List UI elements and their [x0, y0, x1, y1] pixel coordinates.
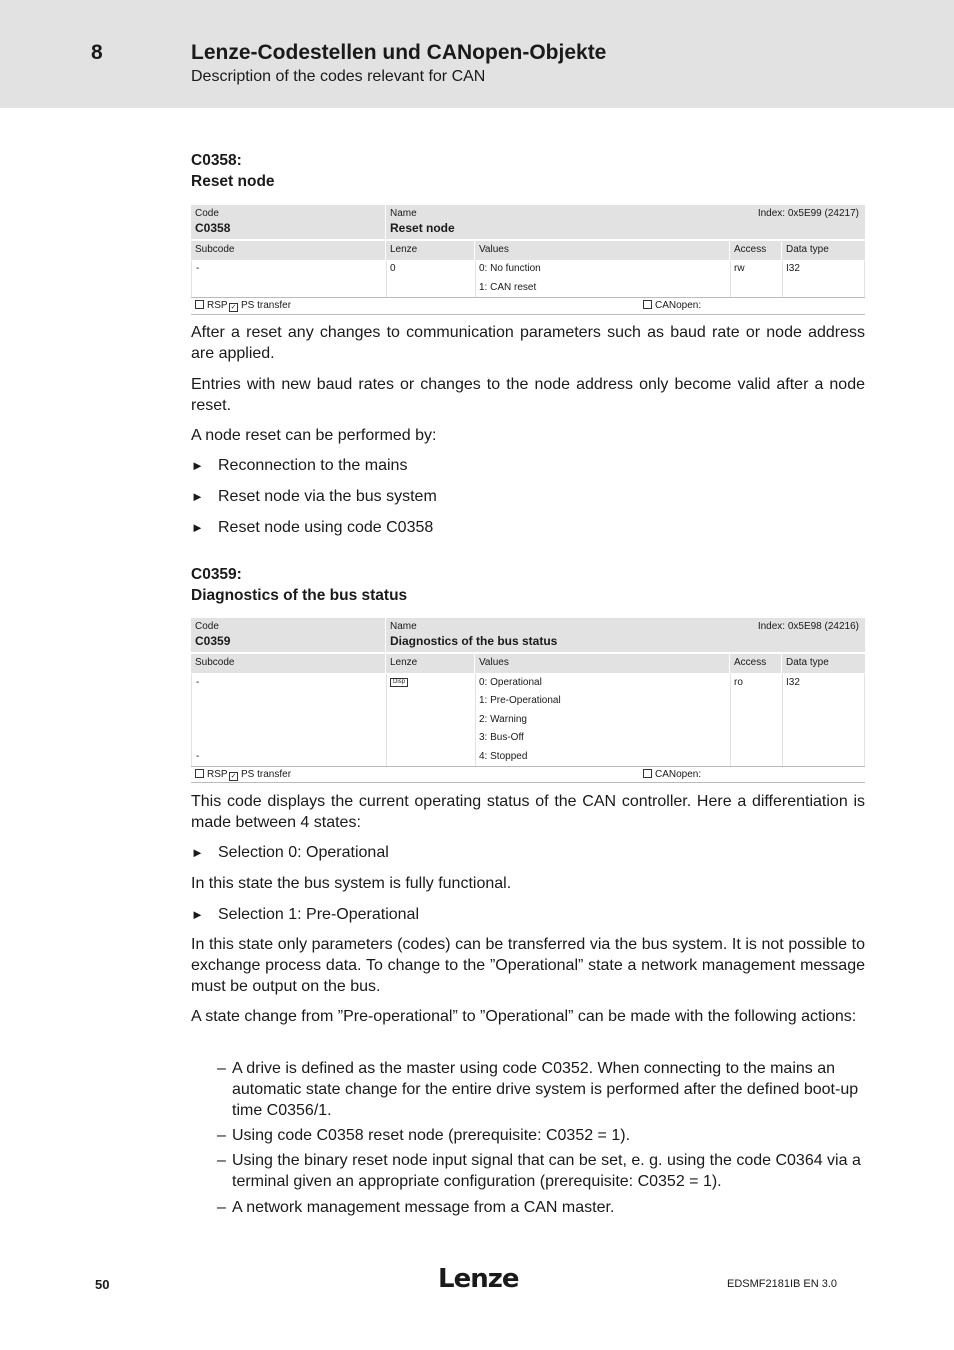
data-type-value: I32 [786, 263, 800, 274]
display-only-badge: Disp [390, 678, 408, 687]
table-bottom-line [191, 782, 865, 783]
value-item: 0: No function [479, 263, 541, 274]
dash-list-item: – A drive is defined as the master using code C0352. When connecting to the mains an automatic state change for the entire drive system is performed after the defined boot-up time C0356/1. [217, 1060, 859, 1119]
value-item: 2: Warning [479, 714, 527, 725]
page-number: 50 [95, 1277, 110, 1292]
code-value: C0358 [195, 221, 231, 235]
access-value: ro [734, 677, 743, 688]
paragraph: After a reset any changes to communication parameters such as baud rate or node address are applied. [191, 324, 865, 362]
name-value: Reset node [390, 221, 455, 235]
rsp-label: RSP [207, 300, 228, 311]
dash-marker: – [217, 1152, 226, 1169]
chapter-number: 8 [91, 41, 103, 64]
paragraph: A node reset can be performed by: [191, 427, 437, 444]
code-table-c0358 [191, 205, 865, 315]
code-cell: Code C0359 [191, 618, 385, 652]
section-code-heading: C0358: [191, 152, 242, 169]
header-data-type: Data type [782, 241, 865, 260]
dash-marker: – [217, 1060, 226, 1077]
paragraph: A state change from ”Pre-operational” to ”Operational” can be made with the following actions: [191, 1008, 857, 1025]
dash-list-item: – A network management message from a CAN master. [217, 1199, 615, 1216]
header-subcode: Subcode [191, 241, 385, 260]
header-lenze: Lenze [386, 654, 474, 673]
table-row [191, 674, 865, 766]
rsp-label: RSP [207, 769, 228, 780]
table-row [191, 261, 865, 297]
bullet-arrow-icon: ► [191, 489, 204, 504]
chapter-subtitle: Description of the codes relevant for CAN [191, 68, 486, 85]
ps-transfer-label: PS transfer [241, 769, 292, 780]
ps-transfer-label: PS transfer [241, 300, 292, 311]
lenze-logo: Lenze [438, 1264, 519, 1294]
header-access: Access [730, 654, 781, 673]
table-bottom-line [191, 314, 865, 315]
paragraph: In this state the bus system is fully functional. [191, 875, 512, 892]
list-item: ► Reconnection to the mains [191, 457, 408, 474]
table-divider [191, 766, 865, 767]
rsp-checkbox-icon [195, 769, 204, 778]
header-lenze: Lenze [386, 241, 474, 260]
canopen-checkbox-icon [643, 300, 652, 309]
data-type-value: I32 [786, 677, 800, 688]
header-values: Values [475, 654, 729, 673]
canopen-label: CANopen: [655, 769, 702, 780]
dash-marker: – [217, 1199, 226, 1216]
lenze-value: 0 [390, 263, 396, 274]
list-item: ► Reset node using code C0358 [191, 519, 434, 536]
canopen-label: CANopen: [655, 300, 702, 311]
value-item: 3: Bus-Off [479, 732, 524, 743]
list-item: ► Selection 0: Operational [191, 844, 389, 861]
header-access: Access [730, 241, 781, 260]
ps-transfer-checked-icon: ✓ [230, 773, 237, 780]
section-code-heading: C0359: [191, 566, 242, 583]
bullet-arrow-icon: ► [191, 845, 204, 860]
section-name-heading: Reset node [191, 173, 275, 190]
bullet-arrow-icon: ► [191, 520, 204, 535]
value-item: 1: CAN reset [479, 282, 537, 293]
table-divider [191, 297, 865, 298]
index-label: Index: 0x5E98 (24216) [757, 621, 859, 632]
name-cell: Name Reset node Index: 0x5E99 (24217) [386, 205, 865, 239]
header-data-type: Data type [782, 654, 865, 673]
subcode-value: - [196, 263, 200, 274]
dash-list-item: – Using code C0358 reset node (prerequisite: C0352 = 1). [217, 1127, 631, 1144]
access-value: rw [734, 263, 745, 274]
header-values: Values [475, 241, 729, 260]
index-label: Index: 0x5E99 (24217) [757, 208, 859, 219]
list-item: ► Selection 1: Pre-Operational [191, 906, 419, 923]
dash-marker: – [217, 1127, 226, 1144]
code-cell: Code C0358 [191, 205, 385, 239]
value-item: 1: Pre-Operational [479, 695, 561, 706]
paragraph: Entries with new baud rates or changes to the node address only become valid after a node reset. [191, 376, 865, 414]
name-cell: Name Diagnostics of the bus status Index: 0x5E98 (24216) [386, 618, 865, 652]
subcode-value: - [196, 677, 200, 688]
code-table-c0359 [191, 618, 865, 783]
list-item: ► Reset node via the bus system [191, 488, 437, 505]
rsp-checkbox-icon [195, 300, 204, 309]
subcode-value: - [196, 751, 200, 762]
paragraph: This code displays the current operating status of the CAN controller. Here a differentiation is made between 4 states: [191, 793, 865, 831]
bullet-arrow-icon: ► [191, 907, 204, 922]
paragraph: In this state only parameters (codes) can be transferred via the bus system. It is not possible to exchange process data. To change to the ”Operational” state a network management message must be output on the bus. [191, 936, 865, 995]
canopen-checkbox-icon [643, 769, 652, 778]
dash-list-item: – Using the binary reset node input signal that can be set, e. g. using the code C0364 via a terminal given an appropriate configuration (prerequisite: C0352 = 1). [217, 1152, 861, 1190]
bullet-arrow-icon: ► [191, 458, 204, 473]
code-value: C0359 [195, 634, 231, 648]
value-item: 0: Operational [479, 677, 542, 688]
ps-transfer-checked-icon: ✓ [230, 304, 237, 311]
document-id: EDSMF2181IB EN 3.0 [727, 1278, 838, 1290]
value-item: 4: Stopped [479, 751, 528, 762]
header-subcode: Subcode [191, 654, 385, 673]
chapter-title: Lenze-Codestellen und CANopen-Objekte [191, 41, 607, 64]
section-name-heading: Diagnostics of the bus status [191, 587, 408, 604]
name-value: Diagnostics of the bus status [390, 634, 558, 648]
